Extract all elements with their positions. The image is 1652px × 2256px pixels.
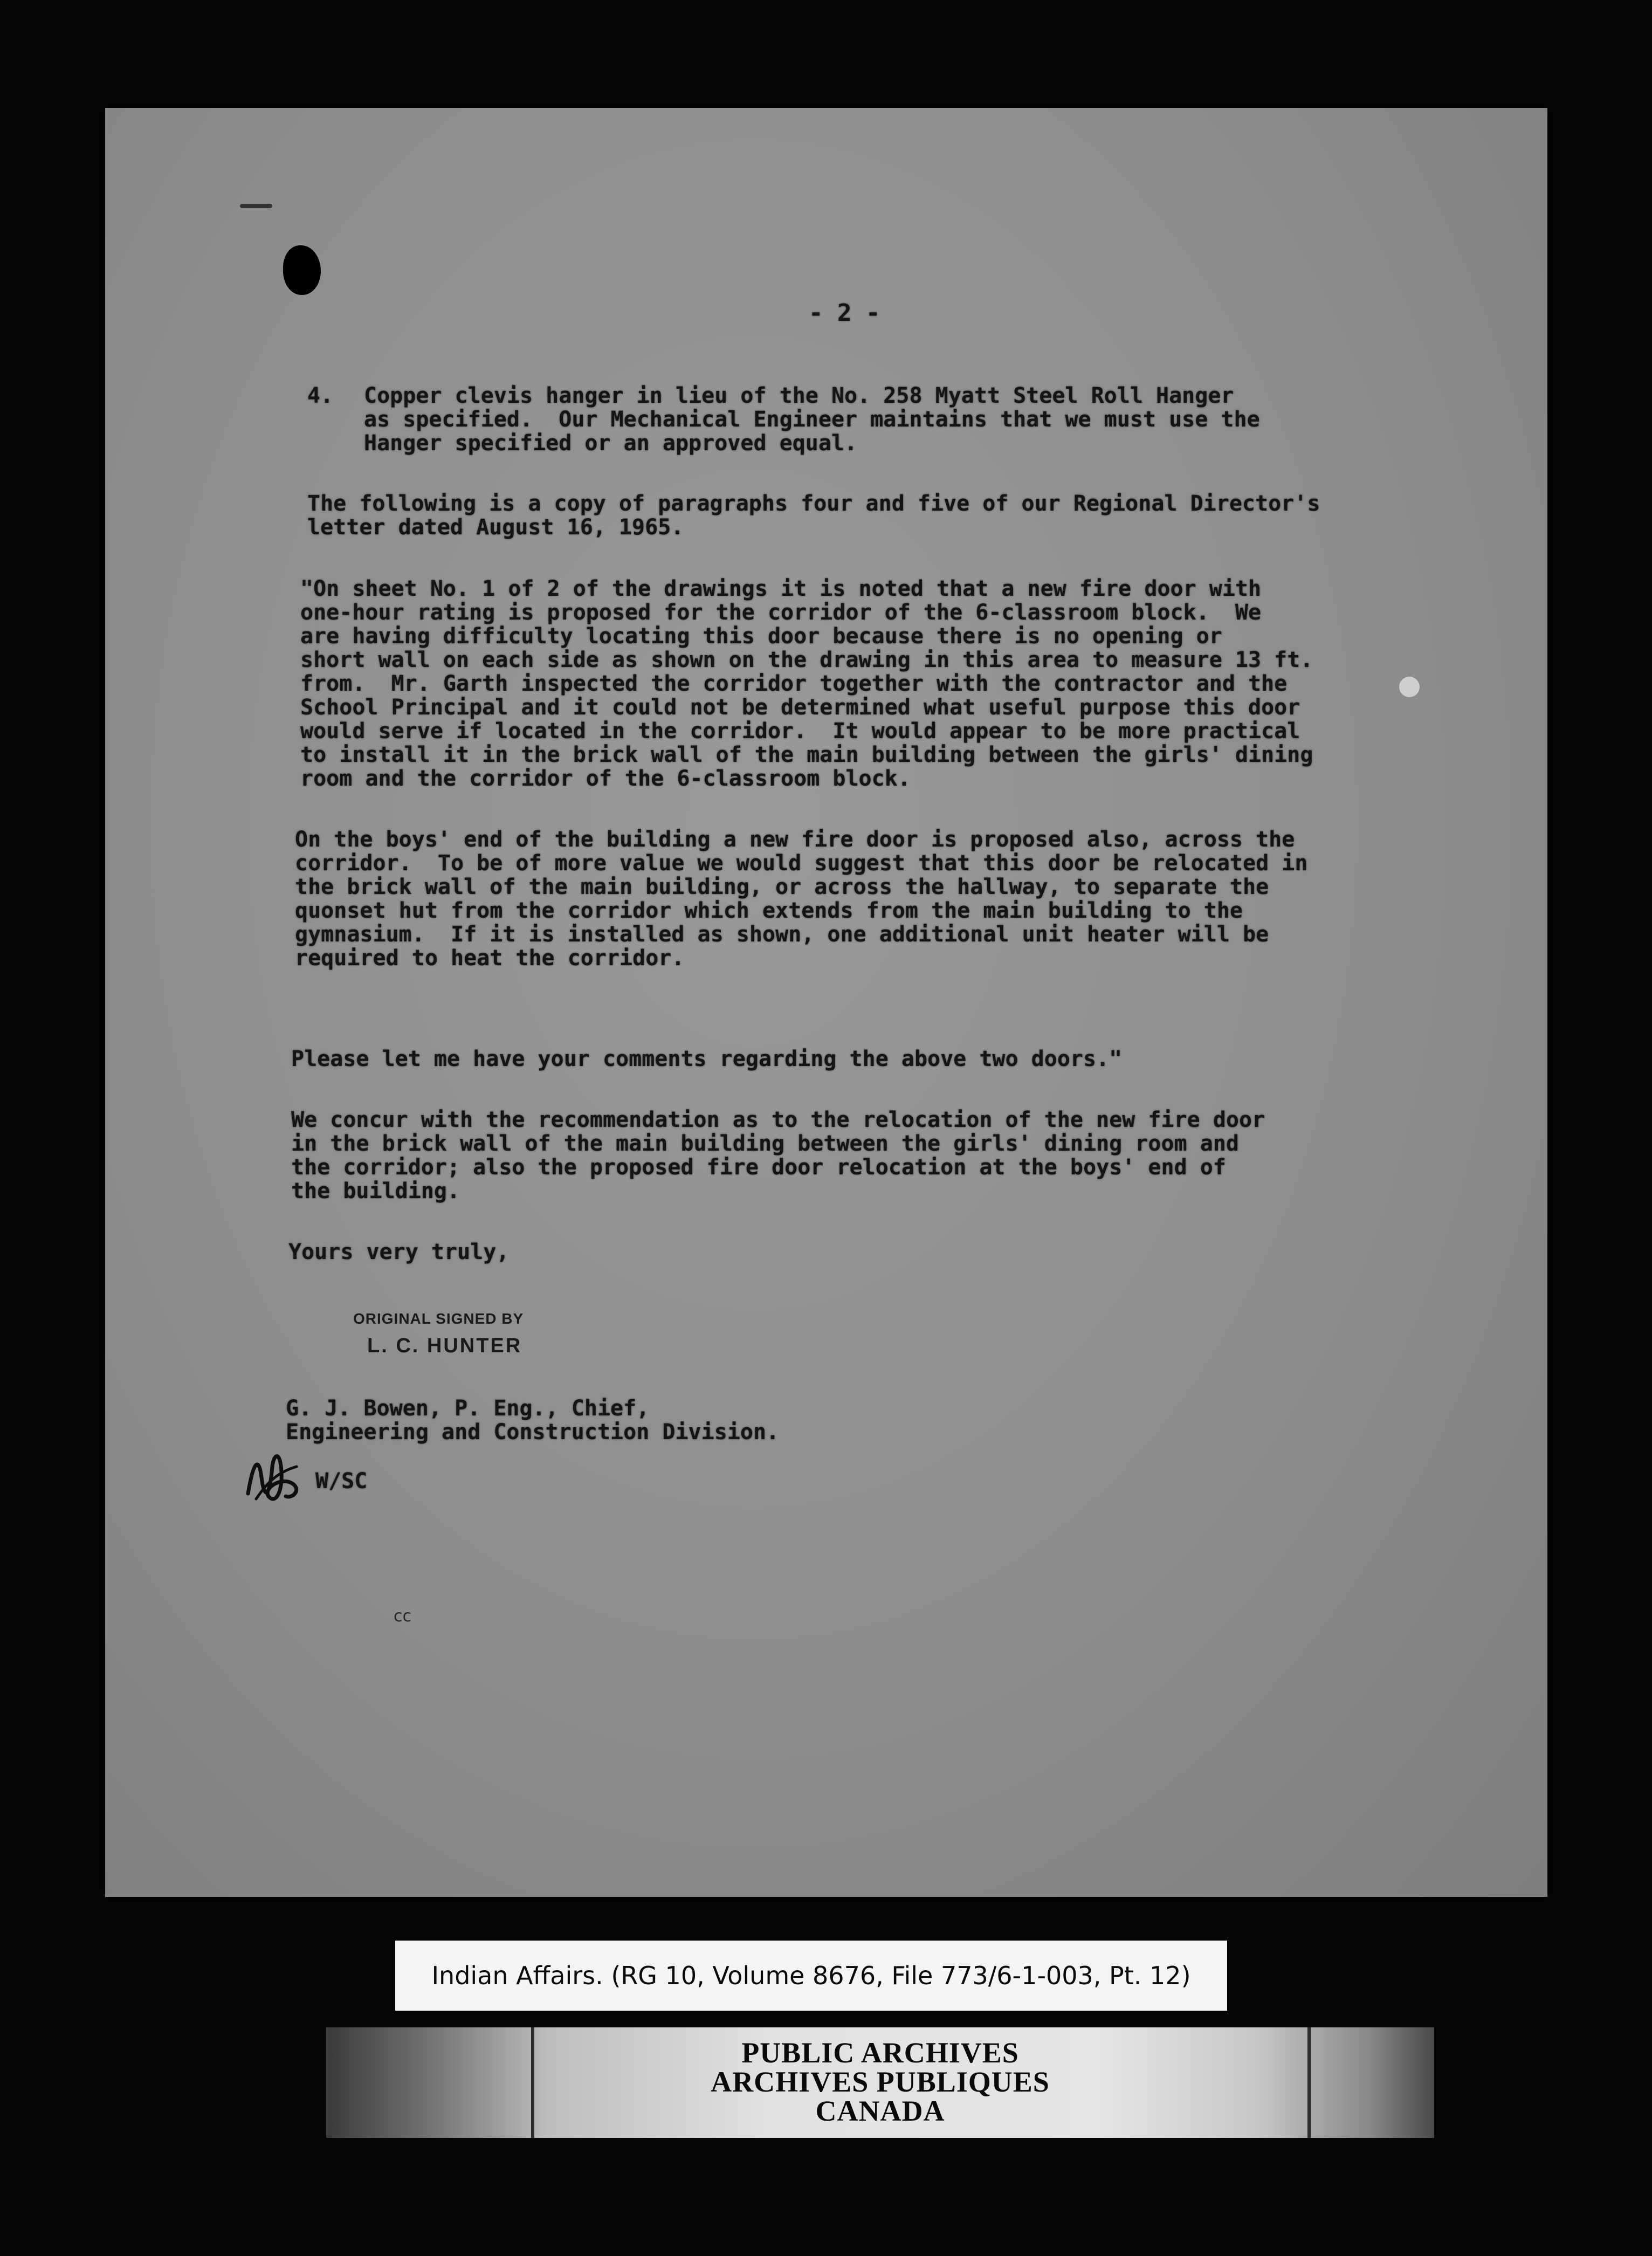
quote-line: On the boys' end of the building a new fire door is proposed also, across the	[295, 827, 1295, 852]
item-number: 4.	[307, 383, 334, 408]
item4-line: as specified. Our Mechanical Engineer maintains that we must use the	[364, 407, 1260, 432]
intro-line: The following is a copy of paragraphs four and five of our Regional Director's	[307, 491, 1320, 516]
quote-line: corridor. To be of more value we would suggest that this door be relocated in	[295, 851, 1308, 876]
quote-line: Please let me have your comments regarding the above two doors."	[291, 1047, 1123, 1071]
intro-line: letter dated August 16, 1965.	[307, 515, 684, 540]
quote-line: "On sheet No. 1 of 2 of the drawings it is noted that a new fire door with	[300, 576, 1262, 601]
page-number: - 2 -	[809, 299, 880, 327]
quote-line: required to heat the corridor.	[295, 946, 685, 971]
concur-line: the corridor; also the proposed fire door relocation at the boys' end of	[291, 1155, 1226, 1180]
scratch-mark	[240, 204, 272, 208]
quote-line: are having difficulty locating this door because there is no opening or	[300, 624, 1222, 649]
quote-line: short wall on each side as shown on the drawing in this area to measure 13 ft.	[300, 648, 1313, 672]
quote-line: quonset hut from the corridor which extends from the main building to the	[295, 898, 1243, 923]
item4-line: Hanger specified or an approved equal.	[364, 431, 858, 456]
quote-line: would serve if located in the corridor. It would appear to be more practical	[300, 719, 1300, 744]
handwritten-initials-icon	[243, 1445, 318, 1510]
signatory-division: Engineering and Construction Division.	[286, 1420, 780, 1445]
quote-line: School Principal and it could not be determined what useful purpose this door	[300, 695, 1300, 720]
quote-line: one-hour rating is proposed for the corridor of the 6-classroom block. We	[300, 600, 1262, 625]
concur-line: in the brick wall of the main building between the girls' dining room and	[291, 1131, 1239, 1156]
signature-stamp-name: L. C. HUNTER	[367, 1335, 522, 1357]
cc-mark: cc	[394, 1607, 411, 1626]
quote-line: to install it in the brick wall of the main building between the girls' dining	[300, 742, 1313, 767]
archive-stamp	[326, 2038, 1434, 2126]
punch-hole	[283, 245, 321, 295]
quote-line: room and the corridor of the 6-classroom block.	[300, 766, 911, 791]
concur-line: We concur with the recommendation as to the relocation of the new fire door	[291, 1108, 1265, 1132]
archive-line-country: CANADA	[815, 2095, 945, 2127]
archive-line-french: ARCHIVES PUBLIQUES	[711, 2066, 1050, 2098]
archive-line-english: PUBLIC ARCHIVES	[741, 2037, 1019, 2069]
signature-stamp-label: ORIGINAL SIGNED BY	[353, 1310, 524, 1327]
quote-line: from. Mr. Garth inspected the corridor together with the contractor and the	[300, 671, 1288, 696]
reference-initials: W/SC	[315, 1469, 368, 1494]
closing: Yours very truly,	[288, 1240, 510, 1264]
public-archives-strip	[326, 2027, 1434, 2138]
document-page	[105, 108, 1547, 1897]
quote-line: gymnasium. If it is installed as shown, one additional unit heater will be	[295, 922, 1269, 947]
concur-line: the building.	[291, 1179, 460, 1203]
archive-citation-label	[395, 1941, 1227, 2011]
item4-line: Copper clevis hanger in lieu of the No. 258 Myatt Steel Roll Hanger	[364, 383, 1234, 408]
quote-line: the brick wall of the main building, or across the hallway, to separate the	[295, 875, 1269, 899]
signatory-name: G. J. Bowen, P. Eng., Chief,	[286, 1396, 650, 1421]
archive-citation: Indian Affairs. (RG 10, Volume 8676, File 773/6-1-003, Pt. 12)	[431, 1961, 1191, 1990]
light-spot	[1399, 677, 1420, 697]
